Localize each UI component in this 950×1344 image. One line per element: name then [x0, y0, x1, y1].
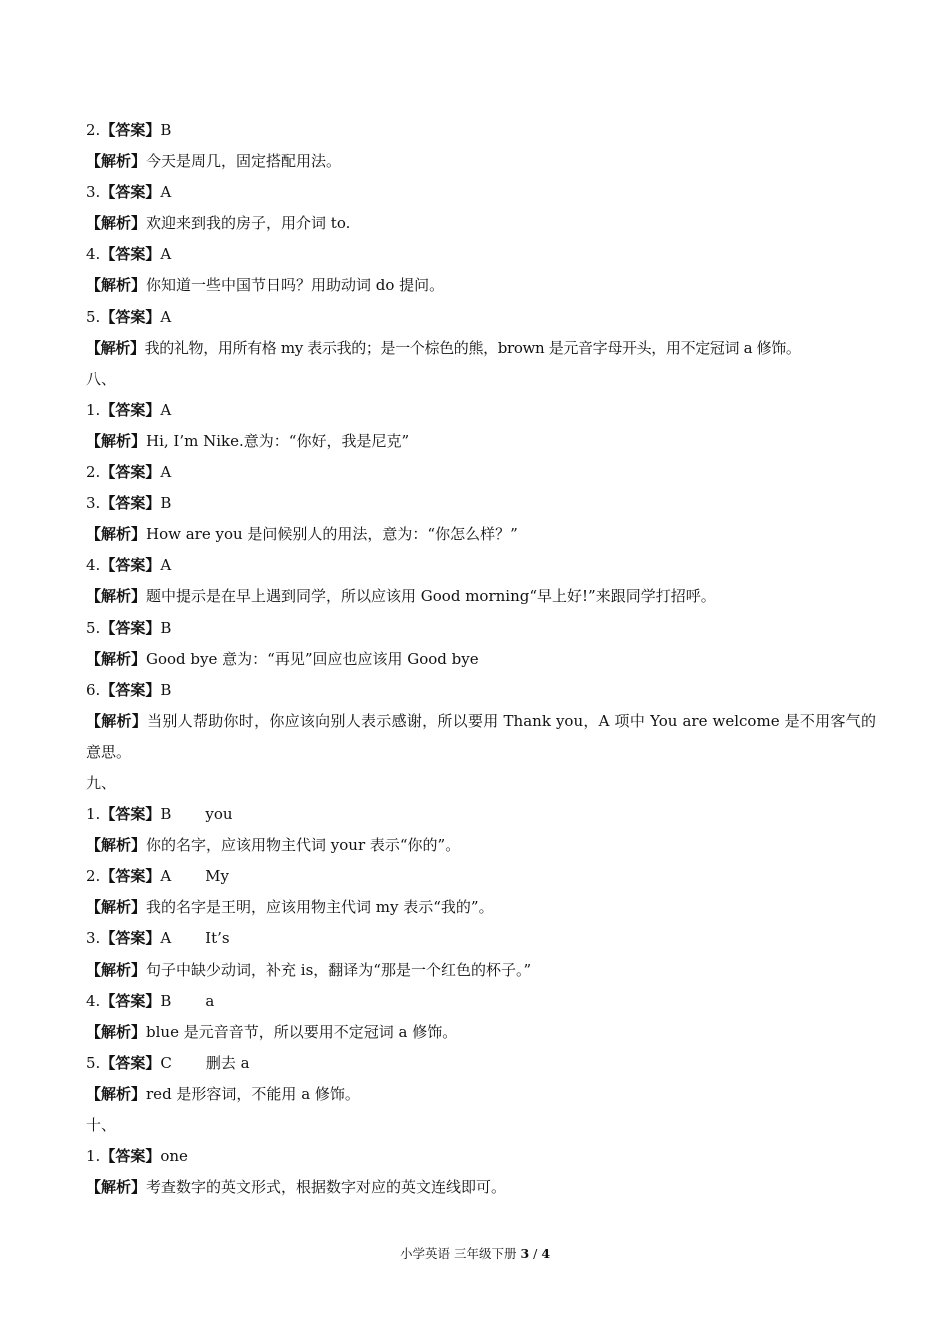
- page-separator: /: [529, 1246, 542, 1261]
- analysis-line: 【解析】你的名字，应该用物主代词 your 表示“你的”。: [86, 836, 461, 855]
- page-number: 3: [520, 1246, 530, 1261]
- answer-line: 3.【答案】A It’s: [86, 923, 876, 954]
- section-heading: 十、: [86, 1116, 117, 1134]
- answer-line: 3.【答案】B: [86, 494, 172, 513]
- answer-line: 5.【答案】B: [86, 618, 172, 637]
- correction: It’s: [205, 929, 230, 948]
- analysis-line: 【解析】How are you 是问候别人的用法，意为：“你怎么样？”: [86, 525, 518, 544]
- analysis-line: 【解析】red 是形容词，不能用 a 修饰。: [86, 1084, 360, 1103]
- correction: you: [205, 805, 233, 824]
- analysis-line: 【解析】Good bye 意为：“再见”回应也应该用 Good bye: [86, 649, 479, 668]
- page-total: 4: [541, 1246, 551, 1261]
- answer-line: 1.【答案】B you: [86, 799, 876, 830]
- analysis-line: 【解析】你知道一些中国节日吗？用助动词 do 提问。: [86, 276, 445, 295]
- analysis-line: 【解析】我的名字是王明，应该用物主代词 my 表示“我的”。: [86, 898, 494, 917]
- answer-line: 1.【答案】one: [86, 1147, 188, 1166]
- answer-line: 2.【答案】A: [86, 463, 172, 482]
- analysis-line: 【解析】考查数字的英文形式，根据数字对应的英文连线即可。: [86, 1178, 507, 1197]
- section-heading: 八、: [86, 369, 117, 388]
- answer-line: 4.【答案】A: [86, 245, 172, 264]
- correction: My: [205, 867, 230, 886]
- answer-line: 3.【答案】A: [86, 183, 172, 202]
- section-heading: 九、: [86, 773, 117, 792]
- analysis-line: 【解析】句子中缺少动词，补充 is，翻译为“那是一个红色的杯子。”: [86, 960, 532, 979]
- analysis-line: 【解析】Hi, I’m Nike.意为：“你好，我是尼克”: [86, 431, 410, 450]
- footer-text: 小学英语 三年级下册: [399, 1246, 517, 1261]
- analysis-paragraph: 【解析】当别人帮助你时，你应该向别人表示感谢，所以要用 Thank you，A 项中 You are welcome 是不用客气的意思。: [86, 711, 877, 761]
- answer-line: 4.【答案】B a: [86, 986, 876, 1017]
- correction: a: [205, 991, 215, 1010]
- answer-line: 4.【答案】A: [86, 556, 172, 575]
- correction: 删去 a: [205, 1053, 250, 1072]
- answer-content: [86, 115, 876, 1203]
- analysis-line: 【解析】blue 是元音音节，所以要用不定冠词 a 修饰。: [86, 1022, 458, 1041]
- answer-line: 5.【答案】A: [86, 307, 172, 326]
- answer-line: 2.【答案】B: [86, 121, 172, 139]
- answer-line: 1.【答案】A: [86, 400, 172, 419]
- analysis-line: 【解析】今天是周几，固定搭配用法。: [86, 152, 342, 171]
- analysis-line: 【解析】题中提示是在早上遇到同学，所以应该用 Good morning“早上好!”来跟同学打招呼。: [86, 587, 716, 606]
- answer-line: 5.【答案】C 删去 a: [86, 1048, 876, 1079]
- answer-line: 2.【答案】A My: [86, 861, 876, 892]
- analysis-line: 【解析】我的礼物，用所有格 my 表示我的；是一个棕色的熊，brown 是元音字母开头，用不定冠词 a 修饰。: [86, 338, 801, 357]
- page-footer: [0, 1245, 950, 1263]
- answer-line: 6.【答案】B: [86, 680, 172, 699]
- analysis-line: 【解析】欢迎来到我的房子，用介词 to.: [86, 214, 351, 233]
